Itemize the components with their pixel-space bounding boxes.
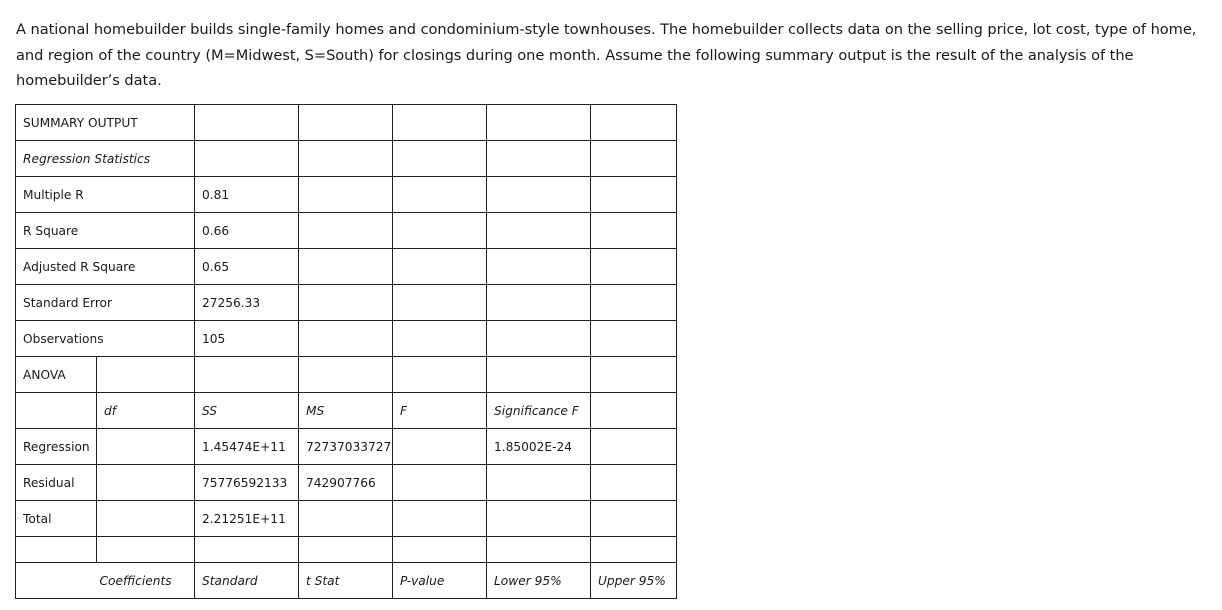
- anova-regression-f: [393, 429, 487, 465]
- table-row: [16, 501, 677, 537]
- summary-output-table: [15, 104, 677, 599]
- table-row: [16, 321, 677, 357]
- empty-cell: [16, 393, 97, 429]
- anova-residual-f: [393, 465, 487, 501]
- table-row: [16, 141, 677, 177]
- empty-cell: [487, 357, 591, 393]
- empty-cell: [299, 537, 393, 563]
- empty-cell: [591, 465, 677, 501]
- empty-cell: [591, 249, 677, 285]
- empty-cell: [393, 177, 487, 213]
- empty-cell: [299, 285, 393, 321]
- empty-cell: [487, 249, 591, 285]
- coef-header-lower-95: Lower 95%: [487, 563, 591, 599]
- standard-error-label: Standard Error: [16, 285, 195, 321]
- table-row: [16, 563, 677, 599]
- table-row: [16, 249, 677, 285]
- empty-cell: [299, 213, 393, 249]
- empty-cell: [97, 537, 195, 563]
- anova-header-ms: MS: [299, 393, 393, 429]
- anova-total-label: Total: [16, 501, 97, 537]
- empty-cell: [487, 105, 591, 141]
- empty-cell: [591, 501, 677, 537]
- empty-cell: [591, 357, 677, 393]
- empty-cell: [487, 285, 591, 321]
- empty-cell: [97, 357, 195, 393]
- r-square-value: 0.66: [195, 213, 299, 249]
- observations-label: Observations: [16, 321, 195, 357]
- empty-cell: [195, 357, 299, 393]
- table-row: [16, 105, 677, 141]
- anova-residual-ss: 75776592133: [195, 465, 299, 501]
- anova-regression-label: Regression: [16, 429, 97, 465]
- anova-regression-significance-f: 1.85002E-24: [487, 429, 591, 465]
- empty-cell: [393, 357, 487, 393]
- r-square-label: R Square: [16, 213, 195, 249]
- adjusted-r-square-value: 0.65: [195, 249, 299, 285]
- anova-regression-df: [97, 429, 195, 465]
- table-row: [16, 285, 677, 321]
- empty-cell: [487, 141, 591, 177]
- empty-cell: [299, 249, 393, 285]
- table-row: [16, 357, 677, 393]
- coef-header-coefficients: Coefficients: [97, 563, 195, 599]
- empty-cell: [591, 141, 677, 177]
- empty-cell: [591, 321, 677, 357]
- empty-cell: [487, 177, 591, 213]
- empty-cell: [16, 563, 97, 599]
- anova-heading: ANOVA: [16, 357, 97, 393]
- anova-header-ss: SS: [195, 393, 299, 429]
- empty-cell: [591, 429, 677, 465]
- empty-cell: [195, 141, 299, 177]
- anova-total-ss: 2.21251E+11: [195, 501, 299, 537]
- table-row: [16, 177, 677, 213]
- empty-cell: [591, 537, 677, 563]
- anova-regression-ss: 1.45474E+11: [195, 429, 299, 465]
- anova-header-significance-f: Significance F: [487, 393, 591, 429]
- empty-cell: [393, 321, 487, 357]
- empty-cell: [393, 213, 487, 249]
- summary-output-label: SUMMARY OUTPUT: [16, 105, 195, 141]
- empty-cell: [393, 537, 487, 563]
- empty-cell: [299, 321, 393, 357]
- empty-cell: [393, 141, 487, 177]
- anova-header-f: F: [393, 393, 487, 429]
- anova-residual-ms: 742907766: [299, 465, 393, 501]
- coef-header-standard: Standard: [195, 563, 299, 599]
- empty-cell: [487, 537, 591, 563]
- table-row: [16, 537, 677, 563]
- observations-value: 105: [195, 321, 299, 357]
- empty-cell: [195, 105, 299, 141]
- coef-header-t-stat: t Stat: [299, 563, 393, 599]
- anova-total-df: [97, 501, 195, 537]
- empty-cell: [299, 105, 393, 141]
- empty-cell: [591, 177, 677, 213]
- empty-cell: [16, 537, 97, 563]
- anova-residual-df: [97, 465, 195, 501]
- empty-cell: [195, 537, 299, 563]
- regression-statistics-heading: Regression Statistics: [16, 141, 195, 177]
- multiple-r-value: 0.81: [195, 177, 299, 213]
- empty-cell: [591, 393, 677, 429]
- empty-cell: [487, 321, 591, 357]
- empty-cell: [299, 357, 393, 393]
- empty-cell: [393, 249, 487, 285]
- empty-cell: [393, 285, 487, 321]
- coef-header-p-value: P-value: [393, 563, 487, 599]
- empty-cell: [393, 105, 487, 141]
- anova-regression-ms: 72737033727: [299, 429, 393, 465]
- multiple-r-label: Multiple R: [16, 177, 195, 213]
- empty-cell: [299, 177, 393, 213]
- table-row: [16, 465, 677, 501]
- empty-cell: [487, 213, 591, 249]
- table-row: [16, 429, 677, 465]
- adjusted-r-square-label: Adjusted R Square: [16, 249, 195, 285]
- anova-residual-label: Residual: [16, 465, 97, 501]
- problem-statement: A national homebuilder builds single-family homes and condominium-style townhouses. The homebuilder collects data on the selling price, lot cost, type of home, and region of the country (M=Midwest, S=South) for closings during one month. Assume the following summary output is the result of the analysis of the homebuilder’s data.: [16, 21, 1197, 89]
- empty-cell: [487, 501, 591, 537]
- standard-error-value: 27256.33: [195, 285, 299, 321]
- empty-cell: [299, 501, 393, 537]
- coef-header-upper-95: Upper 95%: [591, 563, 677, 599]
- empty-cell: [591, 213, 677, 249]
- empty-cell: [591, 105, 677, 141]
- anova-residual-significance-f: [487, 465, 591, 501]
- anova-header-df: df: [97, 393, 195, 429]
- empty-cell: [299, 141, 393, 177]
- empty-cell: [393, 501, 487, 537]
- empty-cell: [591, 285, 677, 321]
- table-row: [16, 213, 677, 249]
- table-row: [16, 393, 677, 429]
